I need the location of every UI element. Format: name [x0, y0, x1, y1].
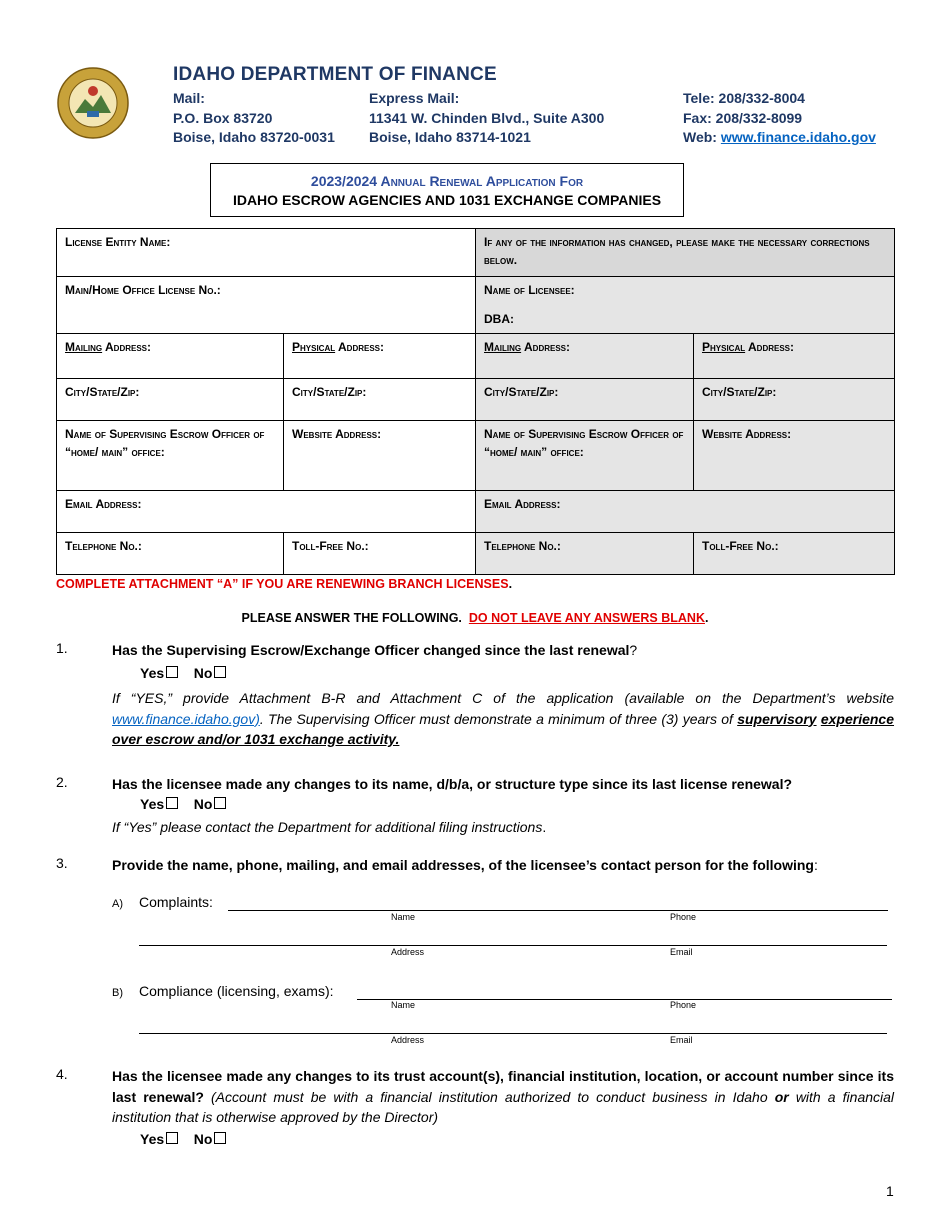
email-address-field[interactable]: Email Address: — [57, 491, 476, 533]
main-office-license-field[interactable]: Main/Home Office License No.: — [57, 277, 476, 334]
q3b-name-phone-line[interactable] — [357, 999, 892, 1000]
q1-website-link[interactable]: www.finance.idaho.gov) — [112, 710, 260, 727]
q3a-address-caption: Address — [391, 947, 425, 957]
toll-free-field[interactable]: Toll-Free No.: — [284, 533, 476, 575]
q2-no-checkbox[interactable] — [214, 797, 226, 809]
telephone-field[interactable]: Telephone No.: — [57, 533, 284, 575]
new-email-address-field[interactable]: Email Address: — [476, 491, 895, 533]
license-info-table — [56, 228, 895, 575]
dba-label: DBA: — [484, 312, 514, 326]
fax: Fax: 208/332-8099 — [683, 109, 803, 126]
new-telephone-field[interactable]: Telephone No.: — [476, 533, 694, 575]
q2-yes-checkbox[interactable] — [166, 797, 178, 809]
q3a-letter: A) — [112, 898, 123, 910]
application-subtitle: IDAHO ESCROW AGENCIES AND 1031 EXCHANGE COMPANIES — [232, 192, 662, 208]
q4-number: 4. — [56, 1066, 68, 1082]
physical-city-state-zip-field[interactable]: City/State/Zip: — [284, 379, 476, 421]
mailing-city-state-zip-field[interactable]: City/State/Zip: — [57, 379, 284, 421]
mail-address: Mail: P.O. Box 83720 Boise, Idaho 83720-0031 — [173, 90, 335, 145]
q3a-name-caption: Name — [391, 912, 416, 922]
q3a-phone-caption: Phone — [670, 912, 697, 922]
q4-no-checkbox[interactable] — [214, 1132, 226, 1144]
express-mail-address: Express Mail: 11341 W. Chinden Blvd., Suite A300 Boise, Idaho 83714-1021 — [369, 90, 605, 145]
website-address-field[interactable]: Website Address: — [284, 421, 476, 491]
q3b-address-email-line[interactable] — [139, 1033, 887, 1034]
licensee-name-field[interactable]: Name of Licensee: DBA: — [476, 277, 895, 334]
q3b-email-caption: Email — [670, 1035, 693, 1045]
q4-yes-no: Yes No — [140, 1131, 226, 1147]
answer-note: PLEASE ANSWER THE FOLLOWING. DO NOT LEAVE ANY ANSWERS BLANK. — [241, 611, 709, 625]
q3b-label: Compliance (licensing, exams): — [139, 983, 334, 999]
application-title: 2023/2024 Annual Renewal Application For — [310, 173, 584, 189]
page-number: 1 — [886, 1183, 894, 1199]
application-title-box — [210, 163, 684, 217]
new-toll-free-field[interactable]: Toll-Free No.: — [694, 533, 895, 575]
supervising-officer-field[interactable]: Name of Supervising Escrow Officer of “home/ main” office: — [57, 421, 284, 491]
q1-note: If “YES,” provide Attachment B-R and Attachment C of the application (available on the Department’s website www.finance.idaho.gov). The Supervising Officer must demonstrate a minimum of three (3) years of supervisory experience over escrow and/or 1031 exchange activity. — [112, 690, 895, 747]
q3b-phone-caption: Phone — [670, 1000, 697, 1010]
new-physical-city-state-zip-field[interactable]: City/State/Zip: — [694, 379, 895, 421]
q3b-address-caption: Address — [391, 1035, 425, 1045]
new-mailing-city-state-zip-field[interactable]: City/State/Zip: — [476, 379, 694, 421]
web: Web: www.finance.idaho.gov — [683, 129, 876, 145]
q1-yes-no: Yes No — [140, 665, 226, 681]
new-physical-address-field[interactable]: Physical Address: — [694, 334, 895, 379]
new-supervising-officer-field[interactable]: Name of Supervising Escrow Officer of “home/ main” office: — [476, 421, 694, 491]
q2-note: If “Yes” please contact the Department for additional filing instructions. — [112, 819, 547, 835]
q3a-email-caption: Email — [670, 947, 693, 957]
q2-number: 2. — [56, 774, 68, 790]
department-title: IDAHO DEPARTMENT OF FINANCE — [173, 64, 497, 85]
attachment-note: COMPLETE ATTACHMENT “A” IF YOU ARE RENEWING BRANCH LICENSES. — [56, 577, 513, 591]
q3b-name-caption: Name — [391, 1000, 416, 1010]
state-seal-logo — [57, 67, 129, 139]
license-entity-name-field[interactable]: License Entity Name: — [57, 229, 476, 277]
new-website-address-field[interactable]: Website Address: — [694, 421, 895, 491]
q1-number: 1. — [56, 640, 68, 656]
q4-yes-checkbox[interactable] — [166, 1132, 178, 1144]
q3b-letter: B) — [112, 987, 123, 999]
q1-yes-checkbox[interactable] — [166, 666, 178, 678]
contact-info — [683, 89, 876, 148]
q1-no-checkbox[interactable] — [214, 666, 226, 678]
q1-text: Has the Supervising Escrow/Exchange Officer changed since the last renewal? — [112, 642, 638, 658]
mailing-address-field[interactable]: Mailing Address: — [57, 334, 284, 379]
telephone: Tele: 208/332-8004 — [683, 90, 805, 106]
q3-text: Provide the name, phone, mailing, and email addresses, of the licensee’s contact person for the following: — [112, 857, 818, 873]
q3a-address-email-line[interactable] — [139, 945, 887, 946]
q3a-label: Complaints: — [139, 894, 213, 910]
physical-address-field[interactable]: Physical Address: — [284, 334, 476, 379]
change-notice: If any of the information has changed, please make the necessary corrections below. — [476, 229, 895, 277]
q4-text: Has the licensee made any changes to its trust account(s), financial institution, location, or account number since its last renewal? (Account must be with a financial institution authorized to conduct business in Idaho or with a financial institution that is otherwise approved by the Director) — [112, 1068, 895, 1125]
new-mailing-address-field[interactable]: Mailing Address: — [476, 334, 694, 379]
q2-yes-no: Yes No — [140, 796, 226, 812]
website-link[interactable]: www.finance.idaho.gov — [720, 129, 876, 145]
q2-text: Has the licensee made any changes to its name, d/b/a, or structure type since its last license renewal? — [112, 776, 793, 792]
q3-number: 3. — [56, 855, 68, 871]
q3a-name-phone-line[interactable] — [228, 910, 888, 911]
